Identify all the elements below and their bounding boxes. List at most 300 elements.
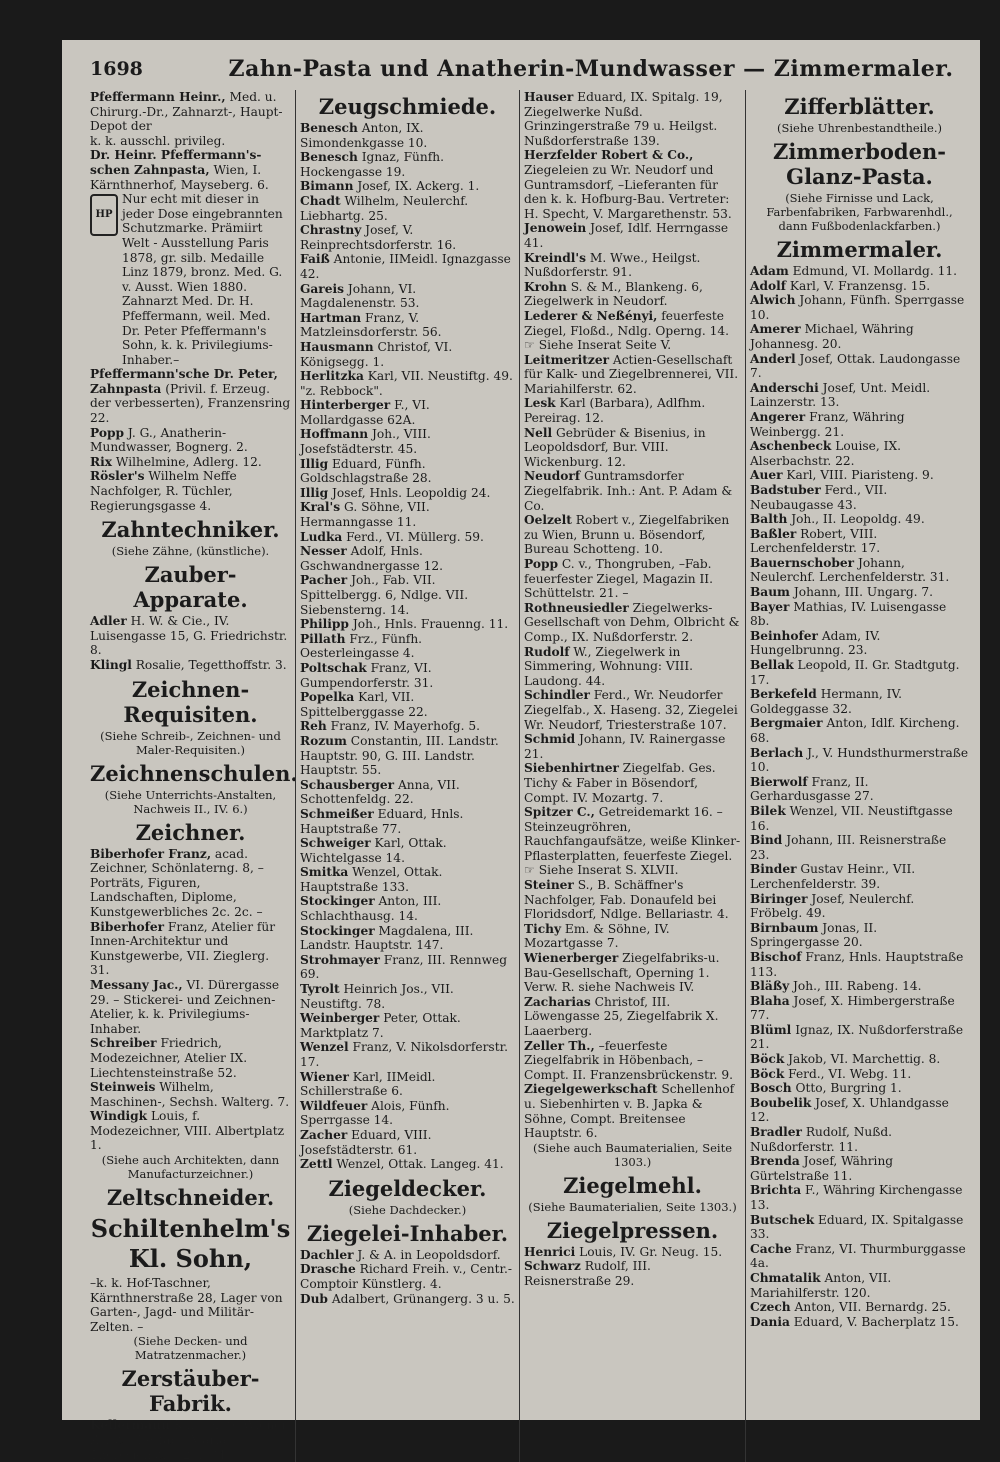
entry-details: Josef, Währing Gürtelstraße 11. xyxy=(750,1154,894,1183)
directory-entry xyxy=(750,483,969,512)
cross-reference-note: (Siehe Firnisse und Lack, Farbenfabriken, Farbwarenhdl., dann Fußbodenlackfarben.) xyxy=(766,191,953,233)
entry-details: Franz, Atelier für Innen-Architektur und Kunstgewerbe, VII. Zieglerg. 31. xyxy=(90,919,276,978)
entry-name: Neudorf xyxy=(524,469,581,484)
entry-name: Illig xyxy=(300,485,329,500)
directory-entry xyxy=(90,978,291,1036)
entry-details: Joh., Fab. VII. Spittelbergg. 6, Ndlge. VII. Siebensterng. 14. xyxy=(300,573,469,617)
entry-details: Johann, Neulerchf. Lerchenfelderstr. 31. xyxy=(750,555,950,585)
entry-name: Bind xyxy=(750,833,783,848)
directory-entry xyxy=(90,134,291,149)
directory-entry xyxy=(90,426,291,455)
directory-entry xyxy=(524,251,741,280)
directory-entry xyxy=(524,148,741,221)
cross-reference-note: (Siehe Uhrenbestandtheile.) xyxy=(777,121,942,135)
entry-details: Adam, IV. Hungelbrunng. 23. xyxy=(750,628,881,658)
entry-name: Drasche xyxy=(300,1262,356,1277)
entry-details: Rudolf, III. Reisnerstraße 29. xyxy=(524,1259,651,1288)
directory-entry xyxy=(524,1082,741,1140)
entry-name: Aschenbeck xyxy=(750,439,832,454)
entry-details: Michael, Währing Johannesg. 20. xyxy=(750,322,914,351)
directory-entry xyxy=(90,1276,291,1334)
directory-entry xyxy=(90,469,291,513)
entry-name: Ziegelgewerkschaft xyxy=(524,1082,658,1097)
entry-details: Heinrich Jos., VII. Neustiftg. 78. xyxy=(300,982,454,1011)
entry-text: Nur echt mit dieser in jeder Dose eingebrannten Schutzmarke. Prämiirt Welt - Ausstellung Paris 1878, gr. silb. Medaille Linz 1879, bronz. Med. G. v. Ausst. Wien 1880. Zahnarzt Med. Dr. H. Pfeffermann, weil. Med. Dr. Peter Pfeffermann's Sohn, k. k. Privilegiums-Inhaber.– xyxy=(122,192,283,367)
entry-name: Bilek xyxy=(750,803,786,818)
entry-name: Bischof xyxy=(750,949,802,964)
directory-entry xyxy=(300,121,515,150)
entry-name: Böck xyxy=(750,1052,785,1067)
section-title: Zeichnen-Requisiten. xyxy=(123,676,258,727)
directory-entry xyxy=(90,1109,291,1153)
entry-details: Jakob, VI. Marchettig. 8. xyxy=(784,1052,941,1067)
entry-name: Tyrolt xyxy=(300,982,340,997)
entry-name: Baum xyxy=(750,585,790,600)
entry-details: Karl, VII. Spittelberggasse 22. xyxy=(300,690,428,719)
entry-name: Wildfeuer xyxy=(300,1098,368,1113)
entry-details: Anton, IX. Simondenkgasse 10. xyxy=(300,121,428,150)
entry-name: Wenzel xyxy=(300,1040,349,1055)
entry-details: Anton, VII. Bernardg. 25. xyxy=(790,1300,951,1315)
entry-name: Zacher xyxy=(300,1127,348,1142)
entry-details: Franz, VI. Thurmburggasse 4a. xyxy=(750,1241,966,1271)
entry-name: Anderschi xyxy=(750,380,819,395)
directory-entry xyxy=(524,688,741,732)
directory-entry xyxy=(300,573,515,617)
entry-name: Gareis xyxy=(300,281,344,296)
entry-details: Karl, Ottak. Wichtelgasse 14. xyxy=(300,836,447,865)
entry-name: Schausberger xyxy=(300,777,395,792)
section-title: Schiltenhelm's Kl. Sohn, xyxy=(90,1214,291,1274)
directory-entry xyxy=(300,1248,515,1263)
entry-details: Karl, IIMeidl. Schillerstraße 6. xyxy=(300,1069,436,1099)
entry-name: Stockinger xyxy=(300,923,375,938)
entry-details: Louis, f. Modezeichner, VIII. Albertplatz 1. xyxy=(90,1109,285,1153)
entry-details: Josef, IX. Ackerg. 1. xyxy=(353,179,480,194)
section-title: Zerstäuber-Fabrik. xyxy=(121,1366,260,1417)
directory-entry xyxy=(524,951,741,995)
entry-name: Zettl xyxy=(300,1157,333,1172)
directory-entry xyxy=(90,1418,291,1462)
entry-name: Czech xyxy=(750,1300,791,1315)
directory-entry xyxy=(750,994,969,1023)
directory-entry xyxy=(300,632,515,661)
entry-details: Robert, VIII. Lerchenfelderstr. 17. xyxy=(750,526,881,556)
entry-name: Adam xyxy=(750,264,789,278)
entry-details: Peter, Ottak. Marktplatz 7. xyxy=(300,1011,461,1040)
directory-page xyxy=(62,40,980,1462)
directory-entry xyxy=(524,309,741,338)
trademark-emblem-icon: HP xyxy=(90,194,118,236)
column-4 xyxy=(745,90,973,1462)
entry-name: Weinberger xyxy=(300,1011,380,1026)
entry-name: Nesser xyxy=(300,544,347,559)
directory-entry xyxy=(300,1292,515,1307)
entry-name: Herlitzka xyxy=(300,369,364,384)
entry-details: Getreidemarkt 16. –Steinzeugröhren, Rauchfangaufsätze, weiße Klinker-Pflasterplatten, feuerfeste Ziegel. xyxy=(524,805,741,863)
entry-name: Bierwolf xyxy=(750,774,808,789)
directory-entry xyxy=(90,148,291,192)
entry-details: Rudolf, Nußd. Nußdorferstr. 11. xyxy=(750,1125,893,1154)
entry-name: Ludka xyxy=(300,529,343,544)
entry-details: G. Söhne, VII. Hermanngasse 11. xyxy=(300,500,430,530)
entry-details: Robert v., Ziegelfabriken zu Wien, Brunn u. Bösendorf, Bureau Schotteng. 10. xyxy=(524,513,730,557)
entry-details: ☞ Siehe Inserat S. XLVII. xyxy=(524,863,679,878)
entry-details: Josef, X. Uhlandgasse 12. xyxy=(750,1095,949,1125)
entry-name: Wienerberger xyxy=(524,951,619,966)
directory-entry xyxy=(750,264,969,279)
directory-entry xyxy=(524,1259,741,1288)
entry-details: Johann, VI. Magdalenenstr. 53. xyxy=(300,281,420,311)
directory-entry xyxy=(300,865,515,894)
cross-reference-note: (Siehe Baumaterialien, Seite 1303.) xyxy=(528,1199,737,1214)
directory-entry xyxy=(750,921,969,950)
directory-entry xyxy=(300,544,515,573)
directory-entry xyxy=(300,617,515,632)
directory-entry xyxy=(300,836,515,865)
entry-name: Strohmayer xyxy=(300,952,380,967)
entry-name: Lesk xyxy=(524,396,556,411)
section-title: Zeichnenschulen. xyxy=(90,760,298,786)
entry-details: J., V. Hundsthurmerstraße 10. xyxy=(750,745,969,775)
cross-reference-note: (Siehe Zähne, (künstliche). xyxy=(111,544,270,559)
directory-entry xyxy=(750,892,969,921)
directory-entry xyxy=(750,352,969,381)
directory-entry xyxy=(300,530,515,545)
entry-details: Wilhelm, Neulerchf. Liebhartg. 25. xyxy=(300,193,469,223)
entry-name: Beinhofer xyxy=(750,628,818,643)
directory-entry xyxy=(300,398,515,427)
directory-entry xyxy=(524,995,741,1039)
entry-details: Eduard, Fünfh. Goldschlagstraße 28. xyxy=(300,456,432,486)
directory-entry xyxy=(300,252,515,281)
directory-entry xyxy=(90,658,291,673)
directory-entry xyxy=(300,340,515,369)
directory-entry xyxy=(524,645,741,689)
entry-details: Leopold, II. Gr. Stadtgutg. 17. xyxy=(750,658,960,687)
entry-name: Popp xyxy=(524,557,559,571)
directory-entry xyxy=(524,922,741,951)
entry-name: Faiß xyxy=(300,252,330,267)
entry-name: Biringer xyxy=(750,891,808,906)
directory-entry xyxy=(750,746,969,775)
column-2 xyxy=(295,90,519,1462)
entry-details: Gebrüder & Bisenius, in Leopoldsdorf, Bur. VIII. Wickenburg. 12. xyxy=(524,425,706,469)
directory-entry xyxy=(750,658,969,687)
directory-entry xyxy=(524,469,741,513)
directory-entry xyxy=(300,1011,515,1040)
directory-entry xyxy=(524,280,741,309)
entry-name: Wiener xyxy=(300,1069,349,1084)
directory-entry xyxy=(300,150,515,179)
cross-reference-note: (Siehe Decken- und Matratzenmacher.) xyxy=(133,1334,248,1363)
entry-details: Wien, I. Kärnthnerhof, Mayseberg. 6. xyxy=(90,162,269,192)
directory-entry xyxy=(90,90,291,134)
entry-details: Joh., II. Leopoldg. 49. xyxy=(787,512,925,527)
entry-name: Spitzer C., xyxy=(524,805,595,820)
entry-details: Karl, VIII. Piaristeng. 9. xyxy=(782,468,934,483)
entry-name: Hartman xyxy=(300,310,362,325)
entry-name: Bläßy xyxy=(750,979,790,994)
directory-entry xyxy=(750,716,969,745)
directory-entry xyxy=(300,500,515,529)
directory-entry xyxy=(524,513,741,557)
directory-entry xyxy=(300,953,515,982)
entry-name: Pillath xyxy=(300,631,346,646)
entry-name: Steiner xyxy=(524,878,574,893)
entry-details: Josef, Idlf. Herrngasse 41. xyxy=(524,221,729,250)
directory-entry xyxy=(300,894,515,923)
entry-name: Pfeffermann'sche Dr. Peter, Zahnpasta xyxy=(90,367,278,396)
directory-entry xyxy=(524,396,741,425)
entry-name: Kreindl's xyxy=(524,250,587,265)
columns xyxy=(86,90,970,1462)
entry-details: Johann, III. Reisnerstraße 23. xyxy=(750,833,947,862)
directory-entry xyxy=(524,878,741,922)
entry-name: Bellak xyxy=(750,658,794,673)
directory-entry xyxy=(750,1125,969,1154)
directory-entry xyxy=(300,179,515,194)
entry-name: Bradler xyxy=(750,1125,802,1140)
entry-details: Franz, III. Rennweg 69. xyxy=(300,952,508,982)
directory-entry xyxy=(300,924,515,953)
section-title: Zahntechniker. xyxy=(101,517,280,543)
directory-entry xyxy=(750,950,969,979)
entry-name: Henrici xyxy=(524,1244,576,1259)
section-title: Ziegelei-Inhaber. xyxy=(306,1220,509,1246)
entry-details: feuerfeste Ziegel, Floßd., Ndlg. Operng. 14. xyxy=(524,308,730,338)
entry-name: Balth xyxy=(750,512,788,527)
entry-name: Jenowein xyxy=(524,221,587,236)
entry-details: Eduard, VIII. Josefstädterstr. 61. xyxy=(300,1127,432,1157)
directory-entry xyxy=(750,1183,969,1212)
entry-name: Popp xyxy=(90,425,125,440)
entry-name: Chrastny xyxy=(300,223,362,238)
entry-details: Ferd., VI. Webg. 11. xyxy=(784,1066,912,1081)
entry-details: Josef, V. Reinprechtsdorferstr. 16. xyxy=(300,223,457,252)
entry-name: Rozum xyxy=(300,733,347,748)
entry-name: Schmeißer xyxy=(300,806,374,821)
entry-details: Karl, VII. Neustiftg. 49. "z. Rebbock". xyxy=(300,369,513,398)
entry-details: W., Ziegelwerk in Simmering, Wohnung: VIII. Laudong. 44. xyxy=(524,644,694,688)
entry-details: Josef, Hnls. Leopoldig 24. xyxy=(328,485,491,500)
entry-details: S., B. Schäffner's Nachfolger, Fab. Donaufeld bei Floridsdorf, Ndlge. Bellariastr. 4. xyxy=(524,878,729,922)
entry-details: Wilhelmine, Adlerg. 12. xyxy=(112,454,262,469)
entry-name: Auer xyxy=(750,468,783,483)
entry-details: –k. k. Hof-Taschner, Kärnthnerstraße 28, Lager von Garten-, Jagd- und Militär-Zelten. – xyxy=(90,1276,283,1334)
entry-details: Eduard, IX. Spitalgasse 33. xyxy=(750,1212,964,1242)
directory-entry xyxy=(300,223,515,252)
entry-name: Kral's xyxy=(300,500,341,515)
directory-entry xyxy=(750,556,969,585)
entry-details: Friedrich, Modezeichner, Atelier IX. Liechtensteinstraße 52. xyxy=(90,1036,248,1080)
entry-details: Anna, VII. Schottenfeldg. 22. xyxy=(300,777,460,807)
directory-entry xyxy=(524,761,741,805)
entry-details: Edmund, VI. Mollardg. 11. xyxy=(788,264,957,278)
entry-details: Adalbert, Grünangerg. 3 u. 5. xyxy=(327,1291,515,1306)
section-title: Zeugschmiede. xyxy=(318,94,497,119)
entry-name: Benesch xyxy=(300,121,358,135)
directory-entry xyxy=(90,847,291,920)
directory-entry xyxy=(300,661,515,690)
entry-details: Constantin, III. Landstr. Hauptstr. 90, G. III. Landstr. Hauptstr. 55. xyxy=(300,733,499,778)
entry-details: Wenzel, Ottak. Hauptstraße 133. xyxy=(300,865,443,894)
directory-entry xyxy=(524,805,741,863)
entry-details: Franz, VI. Gumpendorferstr. 31. xyxy=(300,660,434,690)
directory-entry xyxy=(90,614,291,658)
entry-name: Angerer xyxy=(750,409,806,424)
entry-details: Karl, V. Franzensg. 15. xyxy=(785,278,931,293)
directory-entry xyxy=(300,369,515,398)
directory-entry xyxy=(300,311,515,340)
directory-entry xyxy=(300,1040,515,1069)
entry-details: J. & A. in Leopoldsdorf. xyxy=(353,1247,501,1262)
directory-entry xyxy=(750,833,969,862)
column-3 xyxy=(519,90,745,1462)
entry-name: Bosch xyxy=(750,1081,792,1096)
directory-entry xyxy=(750,468,969,483)
entry-name: Brichta xyxy=(750,1183,802,1198)
directory-entry xyxy=(524,863,741,878)
directory-entry xyxy=(750,527,969,556)
directory-entry xyxy=(750,600,969,629)
entry-details: Wilhelm, Maschinen-, Sechsh. Walterg. 7. xyxy=(90,1080,290,1109)
directory-entry xyxy=(300,1262,515,1291)
entry-name: Poltschak xyxy=(300,660,367,675)
entry-details: Frz., Fünfh. Oesterleingasse 4. xyxy=(300,631,423,661)
directory-entry xyxy=(300,194,515,223)
directory-entry xyxy=(750,1315,969,1330)
entry-details: Josef, Unt. Meidl. Lainzerstr. 13. xyxy=(750,380,931,410)
entry-details: Otto, Burgring 1. xyxy=(791,1081,902,1096)
section-title: Zeltschneider. xyxy=(106,1185,275,1211)
directory-entry xyxy=(750,629,969,658)
entry-name: Berkefeld xyxy=(750,687,817,702)
column-1 xyxy=(86,90,298,1462)
entry-name: Bergmaier xyxy=(750,716,823,731)
entry-details: Johann, IV. Rainergasse 21. xyxy=(524,732,726,761)
entry-name: Nell xyxy=(524,425,553,440)
entry-details: H. W. & Cie., IV. Luisengasse 15, G. Friedrichstr. 8. xyxy=(90,614,288,658)
entry-details: Eduard, Hnls. Hauptstraße 77. xyxy=(300,806,464,836)
entry-details: Em. & Söhne, IV. Mozartgasse 7. xyxy=(524,921,670,951)
entry-details: Anton, Idlf. Kircheng. 68. xyxy=(750,716,960,745)
entry-name: Berlach xyxy=(750,745,804,760)
entry-name: Dachler xyxy=(300,1247,354,1262)
directory-entry xyxy=(524,732,741,761)
entry-name: Blaha xyxy=(750,993,790,1008)
entry-details: Ziegelwerks-Gesellschaft von Dehm, Olbricht & Comp., IX. Nußdorferstr. 2. xyxy=(524,600,740,644)
entry-details: Franz, Währing Weinbergg. 21. xyxy=(750,409,905,439)
directory-entry xyxy=(750,381,969,410)
directory-entry xyxy=(300,734,515,778)
directory-entry xyxy=(90,920,291,978)
entry-details: Adolf, Hnls. Gschwandnergasse 12. xyxy=(300,544,443,573)
entry-details: Wilhelm Neffe Nachfolger, R. Tüchler, Regierungsgasse 4. xyxy=(90,469,237,513)
entry-name: Herzfelder Robert & Co., xyxy=(524,148,694,163)
entry-name: Dub xyxy=(300,1291,328,1306)
entry-name: Klingl xyxy=(90,658,132,672)
entry-details: Josef, Neulerchf. Fröbelg. 49. xyxy=(750,891,915,921)
entry-details: acad. Zeichner, Schönlaterng. 8, –Porträts, Figuren, Landschaften, Diplome, Kunstgewerbliches 2c. 2c. – xyxy=(90,846,264,919)
entry-details: Louis, IV. Gr. Neug. 15. xyxy=(575,1244,723,1259)
directory-entry xyxy=(300,982,515,1011)
directory-entry xyxy=(750,804,969,833)
directory-entry xyxy=(750,1271,969,1300)
entry-name: Illig xyxy=(300,456,329,471)
entry-details: Eduard, V. Bacherplatz 15. xyxy=(789,1314,959,1329)
entry-name: Leitmeritzer xyxy=(524,352,610,367)
entry-name: Bimann xyxy=(300,179,354,194)
entry-name: Krohn xyxy=(524,279,567,294)
entry-name: Pfeffermann Heinr., xyxy=(90,90,226,104)
directory-entry xyxy=(750,1067,969,1082)
page-number: 1698 xyxy=(90,58,143,80)
entry-details: Richard Freih. v., Centr.-Comptoir Künstlerg. 4. xyxy=(300,1262,512,1291)
entry-details: Johann, III. Ungarg. 7. xyxy=(789,585,934,600)
entry-details: Ignaz, Fünfh. Hockengasse 19. xyxy=(300,150,444,179)
directory-entry xyxy=(90,1080,291,1109)
entry-details: Ignaz, IX. Nußdorferstraße 21. xyxy=(750,1022,964,1052)
entry-details: Josef, Ottak. Laudongasse 7. xyxy=(750,351,961,381)
directory-entry xyxy=(524,601,741,645)
entry-name: Hausmann xyxy=(300,339,374,354)
directory-entry xyxy=(524,90,741,148)
cross-reference-note: (Siehe auch Architekten, dann Manufacturzeichner.) xyxy=(101,1153,280,1182)
directory-entry xyxy=(750,1096,969,1125)
entry-name: Stockinger xyxy=(300,894,375,909)
entry-name: Binder xyxy=(750,862,797,877)
entry-name: Steinweis xyxy=(90,1080,156,1095)
directory-entry xyxy=(750,1213,969,1242)
entry-name: Smitka xyxy=(300,865,349,880)
entry-details: Franz, V. Nikolsdorferstr. 17. xyxy=(300,1040,508,1069)
entry-name: Siebenhirtner xyxy=(524,761,619,776)
entry-name: Baßler xyxy=(750,526,797,541)
entry-name: Blüml xyxy=(750,1022,792,1037)
directory-entry xyxy=(300,427,515,456)
entry-details: Franz, IV. Mayerhofg. 5. xyxy=(326,719,480,734)
entry-details: VI. Dürergasse 29. – Stickerei- und Zeichnen-Atelier, k. k. Privilegiums-Inhaber. xyxy=(90,977,280,1036)
entry-name: Böck xyxy=(750,1066,785,1081)
entry-name: Schwarz xyxy=(524,1259,581,1274)
entry-name: Butschek xyxy=(750,1212,815,1227)
directory-entry xyxy=(524,353,741,397)
entry-name: Schindler xyxy=(524,688,590,703)
directory-entry xyxy=(524,426,741,470)
entry-name: Kellermann xyxy=(90,1418,171,1433)
section-title: Zeichner. xyxy=(135,819,246,845)
directory-entry xyxy=(300,778,515,807)
cross-reference-note: (Siehe Schreib-, Zeichnen- und Maler-Requisiten.) xyxy=(100,728,281,757)
entry-name: Reh xyxy=(300,719,327,734)
directory-entry xyxy=(750,439,969,468)
section-title: Ziegelpressen. xyxy=(546,1217,719,1243)
entry-details: Hermann, IV. Goldeggasse 32. xyxy=(750,687,902,716)
directory-entry xyxy=(300,719,515,734)
entry-name: Rix xyxy=(90,454,113,469)
directory-entry xyxy=(750,512,969,527)
entry-details: Actien-Gesellschaft für Kalk- und Ziegelbrennerei, VII. Mariahilferstr. 62. xyxy=(524,352,739,396)
entry-name: Windigk xyxy=(90,1109,148,1124)
section-title: Zimmermaler. xyxy=(776,237,943,262)
directory-entry xyxy=(524,1039,741,1083)
entry-name: Amerer xyxy=(750,322,801,337)
directory-entry xyxy=(750,1023,969,1052)
directory-entry xyxy=(90,367,291,425)
section-title: Ziegelmehl. xyxy=(563,1172,702,1198)
directory-entry xyxy=(300,1157,515,1172)
